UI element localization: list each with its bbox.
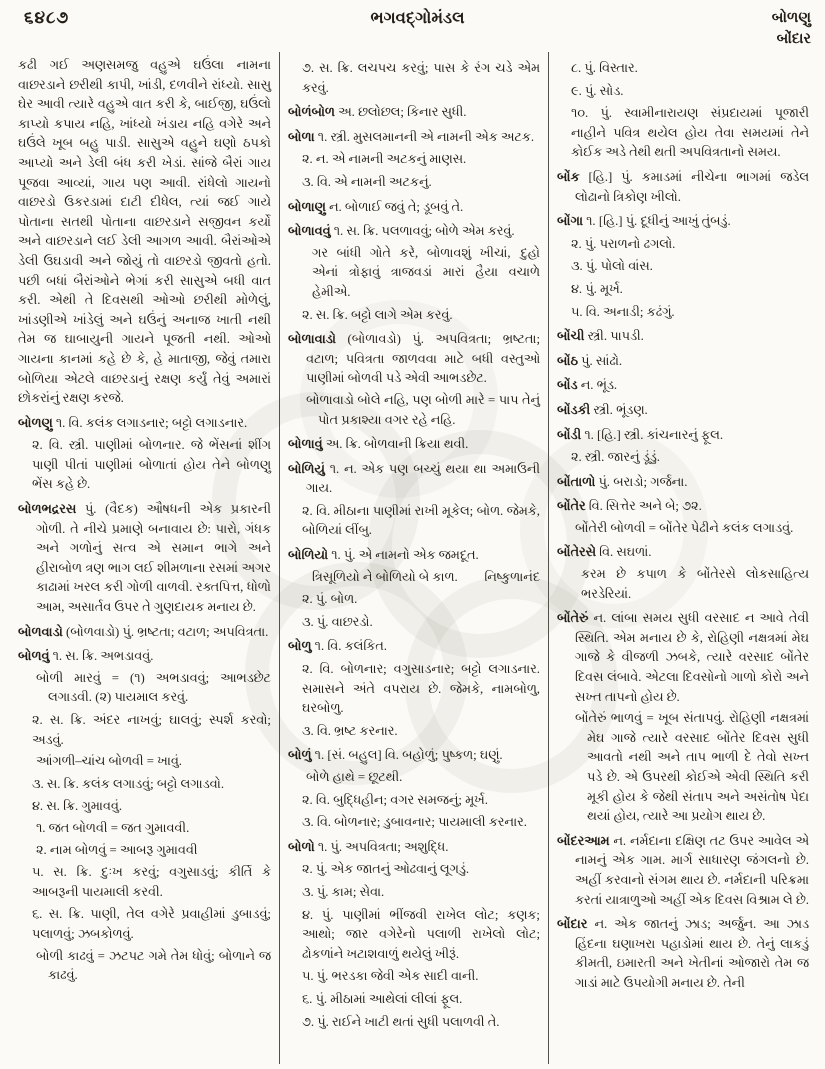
dictionary-paragraph: કઢી ગઈ અણસમજુ વહુએ ઘઉંલા નામના વાછરડાને છરીથી કાપી, ખાંડી, દળવીને રાંધ્યો. સાસુ ઘેર આવી ત્યારે વહુએ વાત કરી કે, બાઈજી, ઘઉંલો કાપ્યો કપાય નહિ, ખાંધ્યો ખંડાય નહિ વગેરે અને ઘઉંલે ખૂબ બહુ પાડી. સાસુએ વહુને ઘણો ઠપકો આપ્યો અને ડેલી બંધ કરી ખેડાં. સાંજે બૈરાં ગાય પૂજવા આવ્યાં, ગાય પણ આવી. રાંધેલો ગાયનો વાછરડો ઉકરડામાં દાટી દીધેલ, ત્યાં જઈ ગાયે પોતાના સતથી પોતાના વાછરડાને સજીવન કર્યો અને વાછરડાને લઈ ડેલી આગળ આવી. બૈરાંઓએ ડેલી ઉઘડાવી અને જોયું તો વાછરડો જીવતો હતો. પછી બધાં બૈરાંઓને ભેગાં કરી સાસુએ બધી વાત કરી. એથી તે દિવસથી ઓઓ છરીથી મોળેલું, ખાંડણીએ ખાંડેલું અને ઘઉંનું અનાજ ખાતી નથી તેમ જ ઘાબાયુની ગાયને પૂજતી નથી. ઓઓ ગાયના કાનમાં કહે છે કે, હે માતાજી, જેવું તમારા બોળિયા એટલે વાછરડાનું રક્ષણ કર્યું તેવું અમારાં છોકરાંનું રક્ષણ કરજે. bbox=[18, 58, 271, 406]
quote-attribution: દુહો bbox=[520, 245, 540, 260]
headword: બોંતેર bbox=[557, 499, 586, 514]
dictionary-entry: બોંદરઆમ ન. નર્મદાના દક્ષિણ તટ ઉપર આવેલ એ નામનું એક ગામ. માર્ગ સાધારણ જંગલનો છે. અહીં કરવાનો સંગમ થાય છે. નર્મદાની પરિક્રમા કરતાં યાત્રાળુઓ અહીં એક દિવસ વિશ્રામ લે છે. bbox=[557, 833, 810, 907]
dictionary-entry: બોળંબોળ અ. છલોછલ; કિનાર સુધી. bbox=[288, 105, 467, 120]
headword: બોળું bbox=[288, 748, 312, 763]
dictionary-entry: બોંતેરું ન. લાંબા સમય સુધી વરસાદ ન આવે તેવી સ્થિતિ. એમ મનાય છે કે, રોહિણી નક્ષત્રમાં મેઘ ગાજે કે વીજળી ઝબકે, ત્યારે વરસાદ બોંતેર દિવસ લંબાવે. એટલા દિવસોનો ગાળો કોરો અને સખ્ત તાપનો હોય છે. bbox=[557, 611, 809, 704]
dictionary-entry: બોળાવાડો (બોળાવડો) પું. અપવિત્રતા; ભ્રષ્ટતા; વટાળ; પવિત્રતા જાળવવા માટે બધી વસ્તુઓ પાણીમાં બોળવી પડે એવી આભડછેટ. bbox=[288, 332, 540, 386]
page-header bbox=[10, 6, 817, 52]
headword: બોંડકી bbox=[557, 402, 591, 417]
dictionary-column-1 bbox=[10, 52, 279, 1064]
dictionary-entry: બોળું ૧. [સં. બહુલ] વિ. બહોળું; પુષ્કળ; ઘણું. bbox=[288, 748, 503, 763]
dictionary-entry: બોળિયો ૧. પું. એ નામનો એક જમદૂત. bbox=[288, 548, 479, 563]
dictionary-entry: બોંગા ૧. [હિ.] પું. દૂધીનું આખું તુંબડું. bbox=[557, 214, 731, 229]
headword: બોંતેરું bbox=[557, 611, 589, 626]
dictionary-column-2 bbox=[279, 52, 548, 1064]
dictionary-paragraph: બોંતેરી બોળવી = બોંતેર પેઢીને કલંક લગાડવું. bbox=[575, 520, 794, 535]
dictionary-paragraph: ૨. નામ બોળવું = આબરૂ ગુમાવવી bbox=[36, 842, 198, 857]
dictionary-entry: બોંચી સ્ત્રી. પાપડી. bbox=[557, 329, 644, 344]
guide-word-bottom: બોંદાર bbox=[776, 31, 811, 48]
guide-word-top: બોળણુ bbox=[771, 10, 811, 26]
dictionary-paragraph: ૨. વિ. મીઠાના પાણીમાં રાખી મૂકેલ; બોળ. જેમકે, બોળિયાં લીંબુ. bbox=[302, 503, 540, 538]
dictionary-paragraph: ૬. સ. ક્રિ. પાણી, તેલ વગેરે પ્રવાહીમાં ડુબાડવું; પલાળવું; ઝબકોળવું. bbox=[32, 907, 271, 941]
dictionary-paragraph: ૫. સ. ક્રિ. દુઃખ કરવું; વગુસાડવું; કીર્તિ કે આબરૂની પાયમાલી કરવી. bbox=[32, 865, 271, 899]
dictionary-entry: બોળભદ્રરસ પું. (વૈદક) ઔષધની એક પ્રકારની ગોળી. તે નીચે પ્રમાણે બનાવાય છે: પારો, ગંધક અને ગળોનું સત્વ એ સમાન ભાગે અને હીરાબોળ ત્રણ ભાગ લઈ શીમળાના રસમાં અગર કાઢામાં ખરલ કરી ગોળી વાળવી. રક્તપિત્ત, ધોળો આમ, અસાર્તવ ઉપર તે ગુણદાયક મનાય છે. bbox=[18, 502, 271, 615]
dictionary-paragraph: ૨. પું. એક જાતનું ઓઢવાનું લૂગડું. bbox=[302, 862, 470, 877]
dictionary-paragraph: ૭. પું. રાઈને ખાટી થતાં સુધી પલાળવી તે. bbox=[302, 1014, 500, 1029]
headword: બોંતાળો bbox=[557, 474, 596, 489]
headword: બોળભદ્રરસ bbox=[18, 502, 77, 517]
dictionary-entry: બોળુ ૧. વિ. કલંકિત. bbox=[288, 639, 387, 654]
dictionary-paragraph: ૨. વિ. બુદ્ધિહીન; વગર સમજનું; મૂર્ખ. bbox=[302, 792, 488, 807]
dictionary-entry: બોળો ૧. પું. અપવિત્રતા; અશુદ્ધિ. bbox=[288, 839, 449, 854]
dictionary-entry: બોળણુ ૧. વિ. કલંક લગાડનાર; બટ્ટો લગાડનાર. bbox=[18, 415, 248, 430]
dictionary-paragraph: ૩. વિ. ભ્રષ્ટ કરનાર. bbox=[302, 723, 398, 738]
dictionary-entry: બોંડકી સ્ત્રી. ભૂંડણ. bbox=[557, 402, 648, 417]
dictionary-paragraph: ૪. સ. ક્રિ. ગુમાવવું. bbox=[32, 799, 123, 814]
dictionary-column-3 bbox=[548, 52, 817, 1064]
headword: બોંક bbox=[557, 169, 580, 184]
headword: બોંચી bbox=[557, 329, 585, 344]
dictionary-paragraph: આંગળી–ચાંચ બોળવી = ખાવું. bbox=[36, 754, 182, 769]
dictionary-paragraph: બોળે હાથે = છૂટથી. bbox=[306, 770, 403, 784]
headword: બોંતેરસે bbox=[557, 545, 596, 560]
dictionary-paragraph: લોકસાહિત્ય કરમ છે કપાળ કે બોંતેરસે ભરડેરિયાં. bbox=[581, 567, 809, 601]
headword: બોળાવું bbox=[288, 437, 323, 452]
dictionary-entry: બોળાવું અ. ક્રિ. બોળવાની ક્રિયા થવી. bbox=[288, 437, 469, 452]
book-title: ભગવદ્ગોમંડલ bbox=[370, 8, 465, 27]
headword: બોળંબોળ bbox=[288, 105, 335, 120]
dictionary-paragraph: ૨. વિ. સ્ત્રી. પાણીમાં બોળનાર. જે ભેંસનાં શીંગ પાણી પીતાં પાણીમાં બોળાતાં હોય તેને બોળણુ ભેંસ કહે છે. bbox=[32, 438, 271, 492]
headword: બોંદરઆમ bbox=[557, 833, 610, 848]
dictionary-entry: બોંતેરસે વિ. સઘળાં. bbox=[557, 545, 652, 560]
dictionary-paragraph: બોળાવાડો બોલે નહિ, પણ બોળી મારે = પાપ તેનું પોત પ્રકાશ્યા વગર રહે નહિ. bbox=[306, 392, 540, 427]
guide-words bbox=[651, 8, 811, 50]
dictionary-paragraph: ૨. ન. એ નામની અટકનું માણસ. bbox=[302, 152, 467, 167]
dictionary-paragraph: બોળી મારવું = (૧) અભડાવવું; આભડછેટ લગાડવી. (૨) પાયમાલ કરવું. bbox=[36, 670, 271, 705]
dictionary-paragraph: ૩. વિ. એ નામની અટકનું. bbox=[302, 174, 432, 189]
headword: બોળાવાડો bbox=[288, 332, 336, 347]
dictionary-paragraph: ૧૦. પું. સ્વામીનારાયણ સંપ્રદાયમાં પૂજારી નાહીને પવિત્ર થયેલ હોય તેવા સમયમાં તેને કોઈક અડે તેથી થતી અપવિત્રતાનો સમય. bbox=[571, 106, 809, 160]
headword: બોળવાડો bbox=[18, 624, 63, 639]
dictionary-paragraph: ૨. સ. ક્રિ. અંદર નાખવું; ઘાલવું; સ્પર્શ કરવો; અડવું. bbox=[32, 713, 271, 747]
page-number: ૬૪૮૭ bbox=[24, 8, 70, 27]
dictionary-paragraph: ૫. વિ. અનાડી; કઢંગું. bbox=[571, 304, 675, 319]
dictionary-entry: બોંદાર ન. એક જાતનું ઝાડ; અર્જુન. આ ઝાડ હિંદના ઘણાખરા પહાડોમાં થાય છે. તેનું લાકડું કીમતી, ઇમારતી અને ખેતીનાં ઓજારો તેમ જ ગાડાં માટે ઉપયોગી મનાય છે. તેની bbox=[557, 917, 809, 990]
headword: બોળા bbox=[288, 129, 315, 144]
quote-attribution: લોકસાહિત્ય bbox=[745, 567, 809, 582]
dictionary-paragraph: ૩. પું. વાછરડો. bbox=[302, 614, 373, 629]
headword: બોળવું bbox=[18, 649, 50, 664]
headword: બોંડ bbox=[557, 378, 578, 393]
dictionary-paragraph: ૫. પું. ભરડકા જેવી એક સાદી વાની. bbox=[302, 969, 479, 984]
headword: બોળણુ bbox=[18, 415, 53, 430]
dictionary-paragraph: નિષ્કુળાનંદ ત્રિસૂળિયો ને બોળિયો બે કાળ. bbox=[288, 568, 540, 588]
dictionary-entry: બોંક [હિ.] પું. કમાડમાં નીચેના ભાગમાં જડેલ લોઢાનો ત્રિકોણ ખીલો. bbox=[557, 169, 809, 204]
dictionary-entry: બોંઠ પું. સાંઢો. bbox=[557, 353, 623, 368]
headword: બોળિયું bbox=[288, 461, 325, 476]
dictionary-paragraph: ૪. પું. પાણીમાં ભીંજવી રાખેલ લોટ; કણક; આથો; જાર વગેરેનો પલાળી રાખેલો લોટ; ઢોકળાંને ખટાશવાળું થયેલું ખીરૂં. bbox=[302, 907, 540, 961]
dictionary-entry: બોંડ ન. ભૂંડ. bbox=[557, 378, 618, 393]
headword: બોળો bbox=[288, 839, 315, 854]
dictionary-paragraph: ૨. વિ. બોળનાર; વગુસાડનાર; બટ્ટો લગાડનાર. સમાસને અંતે વપરાય છે. જેમકે, નામબોળુ, ઘરબોળુ. bbox=[302, 662, 540, 716]
dictionary-paragraph: ૨. સ. ક્રિ. બટ્ટો લાગે એમ કરવું. bbox=[302, 307, 453, 322]
dictionary-entry: બોળાણુ ન. બોળાઈ જવું તે; ડૂબવું તે. bbox=[288, 199, 464, 214]
dictionary-entry: બોંડી ૧. [હિ.] સ્ત્રી. કાંચનારનું ફૂલ. bbox=[557, 427, 724, 442]
dictionary-paragraph: બોંતેરું ભાળવું = ખૂબ સંતાપવું. રોહિણી નક્ષત્રમાં મેઘ ગાજે ત્યારે વરસાદ બોંતેર દિવસ સુધી આવતો નથી અને તાપ ભાળી દે તેવો સખ્ત પડે છે. એ ઉપરથી કોઈએ એવી સ્થિતિ કરી મૂકી હોય કે જેથી સંતાપ અને અસંતોષ પેદા થયાં હોય, ત્યારે આ પ્રયોગ થાય છે. bbox=[575, 711, 809, 824]
dictionary-entry: બોળા ૧. સ્ત્રી. મુસલમાનની એ નામની એક અટક. bbox=[288, 129, 535, 144]
dictionary-paragraph: ૩. વિ. બોળનાર; ડુબાવનાર; પાયમાલી કરનાર. bbox=[302, 815, 527, 830]
dictionary-paragraph: ૨. પું. પરાળનો ઢગલો. bbox=[571, 236, 676, 251]
dictionary-paragraph: ૯. પું. સોડ. bbox=[571, 83, 624, 98]
headword: બોળાવવું bbox=[288, 224, 331, 239]
dictionary-entry: બોંતાળો પું. બરાડો; ગર્જના. bbox=[557, 474, 688, 489]
text-columns bbox=[10, 52, 817, 1064]
dictionary-entry: બોંતેર વિ. સિત્તેર અને બે; ૭૨. bbox=[557, 499, 702, 514]
dictionary-paragraph: ૪. પું. મૂર્ખ. bbox=[571, 281, 623, 296]
dictionary-entry: બોળવાડો (બોળવાડો) પું. ભ્રષ્ટતા; વટાળ; અપવિત્રતા. bbox=[18, 624, 269, 639]
dictionary-paragraph: દુહો ગર બાંધી ગોતે કરે, બોળાવશું ખીચાં, એનાં ત્રોફાવું ત્રાજવડાં મારાં હૈયા વચાળે હેમીએ. bbox=[312, 245, 540, 299]
dictionary-paragraph: ૩. પું. પોલો વાંસ. bbox=[571, 259, 653, 274]
headword: બોળાણુ bbox=[288, 199, 326, 214]
headword: બોંદાર bbox=[557, 917, 588, 932]
dictionary-paragraph: ૮. પું. વિસ્તાર. bbox=[571, 61, 638, 75]
headword: બોંગા bbox=[557, 214, 583, 229]
dictionary-paragraph: ૨. પું. બોળ. bbox=[302, 592, 358, 607]
dictionary-entry: બોળિયું ૧. ન. એક પણ બચ્ચું થયા થા અમાઉની ગાય. bbox=[288, 461, 541, 496]
headword: બોળિયો bbox=[288, 548, 329, 563]
dictionary-entry: બોળાવવું ૧. સ. ક્રિ. પલળાવવું; બોળે એમ કરવું. bbox=[288, 224, 515, 239]
headword: બોંઠ bbox=[557, 353, 578, 368]
dictionary-entry: બોળવું ૧. સ. ક્રિ. અભડાવવું. bbox=[18, 649, 154, 664]
dictionary-paragraph: ૭. સ. ક્રિ. લચપચ કરવું; પાસ કે રંગ ચડે એમ કરવું. bbox=[302, 61, 540, 95]
dictionary-paragraph: ૩. સ. ક્રિ. કલંક લગાડવું; બટ્ટો લગાડવો. bbox=[32, 776, 225, 791]
quote-attribution: નિષ્કુળાનંદ bbox=[484, 569, 540, 584]
dictionary-paragraph: ૧. જત બોળવી = જત ગુમાવવી. bbox=[36, 820, 190, 835]
dictionary-paragraph: ૨. સ્ત્રી. જારનું ડૂંડું. bbox=[571, 450, 660, 465]
dictionary-paragraph: ૬. પું. મીઠામાં આથેલાં લીલાં ફૂલ. bbox=[302, 991, 463, 1006]
dictionary-paragraph: બોળી કાઢવું = ઝટપટ ગમે તેમ ધોવું; બોળાને જ કાઢવું. bbox=[36, 948, 271, 983]
dictionary-paragraph: ૩. પું. કામ; સેવા. bbox=[302, 884, 385, 899]
headword: બોળુ bbox=[288, 639, 312, 654]
headword: બોંડી bbox=[557, 427, 582, 442]
